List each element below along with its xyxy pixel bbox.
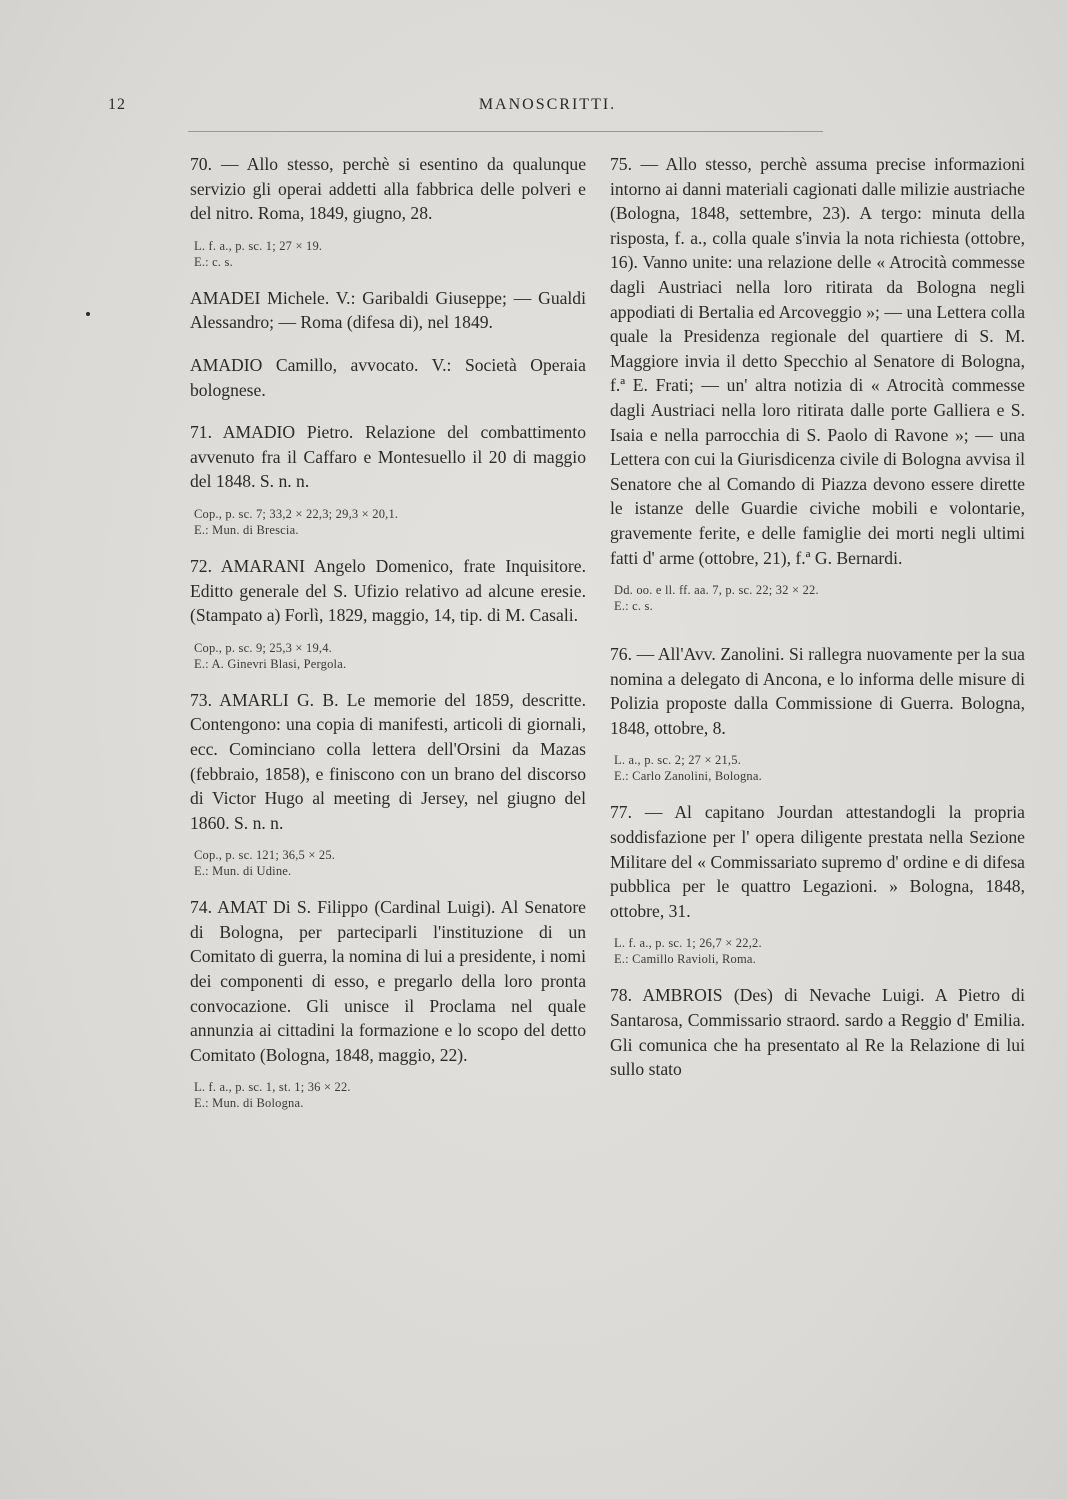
meta-line: E.: Mun. di Udine. xyxy=(194,864,292,879)
entry-77-meta xyxy=(614,935,1025,967)
meta-line: Dd. oo. e ll. ff. aa. 7, p. sc. 22; 32 × 22. xyxy=(614,583,819,598)
meta-line: L. a., p. sc. 2; 27 × 21,5. xyxy=(614,753,742,768)
meta-line: E.: Carlo Zanolini, Bologna. xyxy=(614,769,762,784)
entry-74: 74. AMAT Di S. Filippo (Cardinal Luigi). Al Senatore di Bologna, per parteciparli l'instituzione di un Comitato di guerra, la nomina di lui a presidente, i nomi dei componenti di esso, e pregarlo della loro pronta convocazione. Gli unisce il Proclama nel quale annunzia ai cittadini la formazione e lo scopo del detto Comitato (Bologna, 1848, maggio, 22). xyxy=(190,897,586,1065)
meta-line: E.: Camillo Ravioli, Roma. xyxy=(614,952,756,967)
entry-77: 77. — Al capitano Jourdan attestandogli la propria soddisfazione per l' opera diligente prestata nella Sezione Militare del « Commissariato supremo d' ordine e di difesa pubblica per le quattro Legazioni. » Bologna, 1848, ottobre, 31. xyxy=(610,802,1025,921)
entry-71: 71. AMADIO Pietro. Relazione del combattimento avvenuto fra il Caffaro e Montesuello il 20 di maggio del 1848. S. n. n. xyxy=(190,422,586,492)
left-column xyxy=(190,152,586,1127)
entry-71-meta xyxy=(194,506,586,538)
entry-amadei: AMADEI Michele. V.: Garibaldi Giuseppe; — Gualdi Alessandro; — Roma (difesa di), nel 1849. xyxy=(190,287,586,333)
ink-spot xyxy=(86,312,90,316)
meta-line: L. f. a., p. sc. 1, st. 1; 36 × 22. xyxy=(194,1080,351,1095)
meta-line: L. f. a., p. sc. 1; 27 × 19. xyxy=(194,238,323,253)
page-header xyxy=(108,96,987,126)
entry-78: 78. AMBROIS (Des) di Nevache Luigi. A Pietro di Santarosa, Commissario straord. sardo a Reggio d' Emilia. Gli comunica che ha presentato al Re la Relazione di lui sullo stato xyxy=(610,985,1025,1080)
entry-73: 73. AMARLI G. B. Le memorie del 1859, descritte. Contengono: una copia di manifesti, articoli di giornali, ecc. Cominciano colla lettera dell'Orsini da Mazas (febbraio, 1858), e finiscono con un brano del discorso di Victor Hugo al meeting di Jersey, nel giugno del 1860. S. n. n. xyxy=(190,689,586,833)
running-head: MANOSCRITTI. xyxy=(478,96,617,113)
entry-72: 72. AMARANI Angelo Domenico, frate Inquisitore. Editto generale del S. Ufizio relativo ad alcune eresie. (Stampato a) Forlì, 1829, maggio, 14, tip. di M. Casali. xyxy=(190,555,586,626)
entry-75-meta xyxy=(614,582,1025,614)
meta-line: Cop., p. sc. 7; 33,2 × 22,3; 29,3 × 20,1. xyxy=(194,506,399,521)
meta-line: E.: A. Ginevri Blasi, Pergola. xyxy=(194,656,347,671)
entry-amadio-camillo: AMADIO Camillo, avvocato. V.: Società Operaia bolognese. xyxy=(190,354,586,400)
meta-line: E.: Mun. di Brescia. xyxy=(194,522,299,537)
meta-line: E.: c. s. xyxy=(194,254,233,269)
entry-75: 75. — Allo stesso, perchè assuma precise informazioni intorno ai danni materiali cagionati dalle milizie austriache (Bologna, 1848, settembre, 23). A tergo: minuta della risposta, f. a., colla quale s'invia la nota richiesta (ottobre, 16). Vanno unite: una relazione delle « Atrocità commesse dagli Austriaci nella loro ritirata da Bologna negli appodiati di Bertalia ed Arcoveggio »; — una Lettera colla quale la Presidenza regionale del quartiere di S. M. Maggiore invia il detto Specchio al Senatore di Bologna, f.ª E. Frati; — un' altra notizia di « Atrocità commesse dagli Austriaci nella loro ritirata dalle porte Galliera e S. Isaia e nella parrocchia di S. Paolo di Ravone »; — una Lettera con cui la Giurisdicenza civile di Bologna avvisa il Senatore che al Comando di Piazza devono essere dirette le istanze delle Guardie civiche mobili e volontarie, gravemente ferite, e delle famiglie dei morti negli ultimi fatti d' arme (ottobre, 21), f.ª G. Bernardi. xyxy=(610,154,1025,568)
header-rule xyxy=(188,131,823,132)
page-number: 12 xyxy=(108,96,126,113)
meta-line: L. f. a., p. sc. 1; 26,7 × 22,2. xyxy=(614,936,762,951)
entry-72-meta xyxy=(194,640,586,672)
meta-line: Cop., p. sc. 9; 25,3 × 19,4. xyxy=(194,640,332,655)
meta-line: E.: c. s. xyxy=(614,599,653,614)
entry-76: 76. — All'Avv. Zanolini. Si rallegra nuovamente per la sua nomina a delegato di Ancona, e lo informa delle misure di Polizia proposte dalla Commissione di Guerra. Bologna, 1848, ottobre, 8. xyxy=(610,644,1025,738)
entry-74-meta xyxy=(194,1079,586,1111)
entry-73-meta xyxy=(194,847,586,879)
entry-76-meta xyxy=(614,752,1025,784)
meta-line: E.: Mun. di Bologna. xyxy=(194,1096,304,1111)
entry-70: 70. — Allo stesso, perchè si esentino da qualunque servizio gli operai addetti alla fabbrica delle polveri e del nitro. Roma, 1849, giugno, 28. xyxy=(190,154,586,224)
entry-70-meta xyxy=(194,238,586,270)
right-column xyxy=(610,152,1025,1094)
meta-line: Cop., p. sc. 121; 36,5 × 25. xyxy=(194,848,336,863)
